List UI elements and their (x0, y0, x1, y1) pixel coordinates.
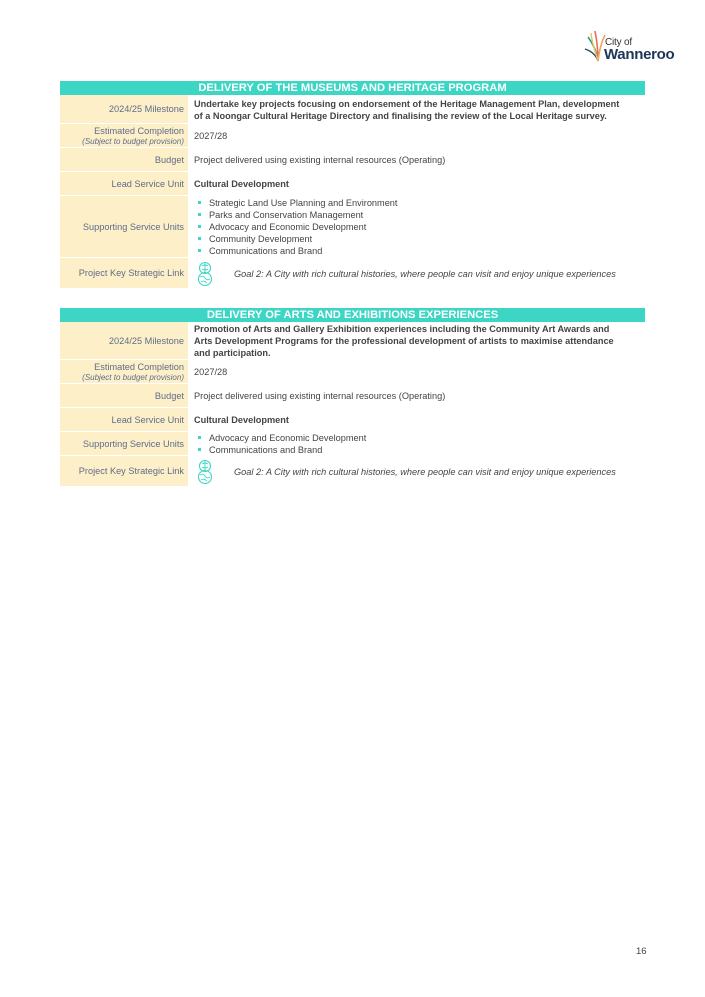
budget-value: Project delivered using existing internal resources (Operating) (194, 155, 446, 165)
milestone-line: and participation. (194, 348, 271, 358)
completion-label-text: Estimated Completion (94, 361, 184, 372)
cultural-goal-icon (195, 459, 215, 485)
lead-unit-value: Cultural Development (194, 179, 289, 189)
completion-row (60, 360, 645, 384)
completion-sublabel: (Subject to budget provision) (82, 136, 184, 146)
section-title: DELIVERY OF ARTS AND EXHIBITIONS EXPERIENCES (60, 308, 645, 322)
milestone-value (188, 95, 645, 124)
milestone-line: Arts Development Programs for the professional development of artists to maximise attendance (194, 336, 614, 346)
completion-sublabel: (Subject to budget provision) (82, 372, 184, 382)
list-item: Communications and Brand (194, 245, 645, 257)
list-item: Community Development (194, 233, 645, 245)
supporting-units-label: Supporting Service Units (60, 432, 188, 456)
list-item: Strategic Land Use Planning and Environment (194, 197, 645, 209)
section-title: DELIVERY OF THE MUSEUMS AND HERITAGE PROGRAM (60, 81, 645, 95)
completion-row (60, 124, 645, 148)
page-number: 16 (636, 946, 647, 957)
supporting-units-row (60, 196, 645, 258)
milestone-row (60, 322, 645, 360)
lead-unit-label: Lead Service Unit (60, 172, 188, 196)
strategic-link-row (60, 456, 645, 487)
strategic-link-label: Project Key Strategic Link (60, 456, 188, 487)
list-item: Advocacy and Economic Development (194, 221, 645, 233)
strategic-link-label: Project Key Strategic Link (60, 258, 188, 289)
list-item: Parks and Conservation Management (194, 209, 645, 221)
cultural-goal-icon (195, 261, 215, 287)
milestone-row (60, 95, 645, 124)
milestone-line: of a Noongar Cultural Heritage Directory and finalising the review of the Local Heritage survey. (194, 110, 607, 121)
strategic-link-text: Goal 2: A City with rich cultural histories, where people can visit and enjoy unique experiences (234, 268, 616, 279)
logo-text-big: Wanneroo (604, 46, 675, 63)
logo-text-small: City of (605, 37, 632, 48)
lead-unit-row (60, 408, 645, 432)
supporting-units-label: Supporting Service Units (60, 196, 188, 258)
supporting-units-list (194, 197, 645, 257)
budget-label: Budget (60, 384, 188, 408)
strategic-link-value (188, 456, 645, 487)
completion-value: 2027/28 (194, 131, 228, 141)
budget-row (60, 384, 645, 408)
budget-label: Budget (60, 148, 188, 172)
milestone-line: Undertake key projects focusing on endorsement of the Heritage Management Plan, development (194, 98, 620, 109)
supporting-units-value (188, 196, 645, 258)
completion-label (60, 124, 188, 148)
list-item: Advocacy and Economic Development (194, 432, 645, 444)
milestone-label: 2024/25 Milestone (60, 95, 188, 124)
lead-unit-label: Lead Service Unit (60, 408, 188, 432)
milestone-line: Promotion of Arts and Gallery Exhibition experiences including the Community Art Awards and (194, 324, 610, 334)
budget-row (60, 148, 645, 172)
milestone-label: 2024/25 Milestone (60, 322, 188, 360)
completion-value: 2027/28 (194, 367, 228, 377)
supporting-units-list (194, 432, 645, 456)
supporting-units-row (60, 432, 645, 456)
lead-unit-value: Cultural Development (194, 415, 289, 425)
lead-unit-row (60, 172, 645, 196)
city-logo (583, 27, 673, 63)
milestone-value (188, 322, 645, 360)
project-section (60, 308, 645, 487)
budget-value: Project delivered using existing internal resources (Operating) (194, 391, 446, 401)
project-section (60, 81, 645, 289)
list-item: Communications and Brand (194, 444, 645, 456)
strategic-link-value (188, 258, 645, 289)
supporting-units-value (188, 432, 645, 456)
strategic-link-row (60, 258, 645, 289)
completion-label (60, 360, 188, 384)
completion-label-text: Estimated Completion (94, 125, 184, 136)
strategic-link-text: Goal 2: A City with rich cultural histories, where people can visit and enjoy unique experiences (234, 466, 616, 477)
